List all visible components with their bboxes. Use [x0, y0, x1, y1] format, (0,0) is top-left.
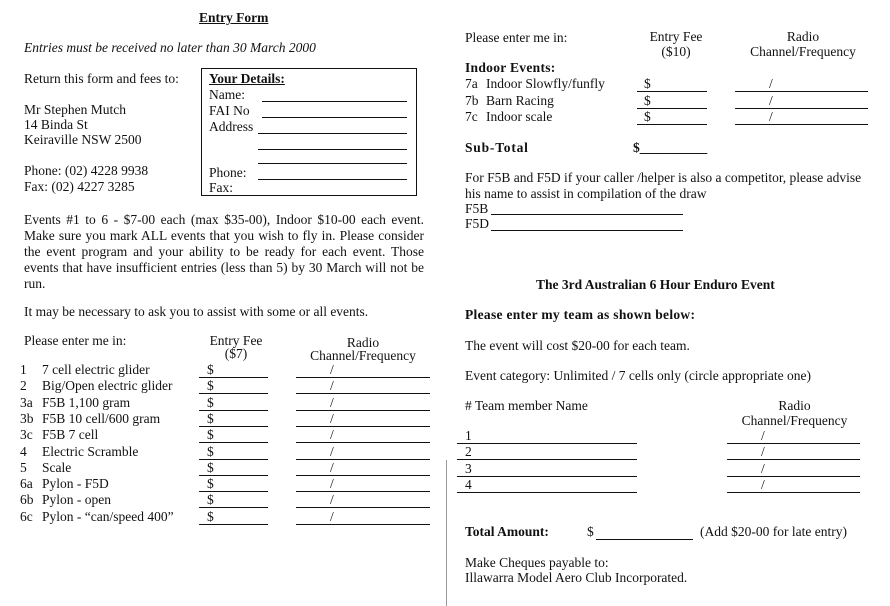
f5b-field[interactable]: [491, 214, 683, 215]
event-name: F5B 1,100 gram: [42, 394, 131, 410]
indoor-event-name: Indoor Slowfly/funfly: [486, 76, 605, 91]
fee-dollar: $: [207, 443, 214, 459]
indoor-radio-slash: /: [769, 109, 773, 124]
subtotal-field[interactable]: $__________: [633, 140, 708, 155]
event-name: Pylon - open: [42, 492, 111, 508]
team-radio-sub: Channel/Frequency: [741, 413, 848, 428]
fee-dollar: $: [207, 492, 214, 508]
form-title: Entry Form: [199, 10, 269, 25]
event-number: 6a: [20, 476, 33, 492]
fee-dollar: $: [207, 508, 214, 524]
address-field[interactable]: [258, 163, 407, 164]
cheques-line: Make Cheques payable to:: [465, 555, 609, 570]
team-radio-field[interactable]: [727, 443, 860, 444]
details-phone-label: Phone:: [209, 165, 247, 180]
team-radio-slash: /: [761, 428, 765, 443]
event-name: Big/Open electric glider: [42, 378, 173, 394]
radio-field[interactable]: [296, 410, 430, 411]
radio-header: Radio: [346, 335, 380, 350]
radio-slash: /: [330, 476, 334, 492]
indoor-fee-header: Entry Fee: [649, 29, 703, 44]
address-line: Mr Stephen Mutch: [24, 102, 126, 117]
late-note: (Add $20-00 for late entry): [700, 524, 847, 539]
team-member-field[interactable]: [457, 492, 637, 493]
phone-text: Phone: (02) 4228 9938: [24, 163, 149, 178]
indoor-radio-slash: /: [769, 92, 773, 108]
event-number: 3b: [20, 410, 34, 426]
fax-text: Fax: (02) 4227 3285: [24, 179, 135, 194]
event-number: 3c: [20, 427, 33, 443]
cost-text: The event will cost $20-00 for each team.: [465, 338, 690, 353]
team-radio-header: Radio: [778, 398, 811, 413]
f5-note: For F5B and F5D if your caller /helper is also a competitor, please advise his name to assist in compilation of the draw: [465, 170, 862, 201]
address-label: Address: [209, 119, 254, 134]
address-field[interactable]: [258, 133, 407, 134]
team-heading: Please enter my team as shown below:: [465, 307, 696, 322]
radio-field[interactable]: [296, 491, 430, 492]
radio-field[interactable]: [296, 377, 430, 378]
event-number: 3a: [20, 394, 33, 410]
team-radio-field[interactable]: [727, 492, 860, 493]
team-row-number: 3: [465, 460, 472, 476]
event-name: Scale: [42, 459, 72, 475]
event-name: F5B 7 cell: [42, 427, 99, 443]
team-row-number: 4: [465, 476, 472, 492]
indoor-radio-field[interactable]: [735, 124, 868, 125]
indoor-event-name: Indoor scale: [486, 109, 553, 124]
indoor-event-number: 7a: [465, 76, 478, 91]
fee-dollar: $: [207, 459, 214, 475]
radio-field[interactable]: [296, 475, 430, 476]
indoor-event-number: 7c: [465, 109, 478, 124]
events-paragraph: Events #1 to 6 - $7-00 each (max $35-00), Indoor $10-00 each event. Make sure you mark ALL events that you wish to fly in. Please consider the event program and your ability to be ready for each event. Those events that have insufficient entries (less than 5) by 30 March will not be run.: [24, 212, 424, 291]
total-dollar: $: [587, 524, 594, 539]
fai-field[interactable]: [262, 117, 407, 118]
radio-field[interactable]: [296, 393, 430, 394]
subtotal-label: Sub-Total: [465, 140, 529, 155]
total-label: Total Amount:: [465, 524, 549, 539]
fee-dollar: $: [207, 362, 214, 377]
team-row-number: 1: [465, 428, 472, 443]
fai-label: FAI No: [209, 103, 250, 118]
event-number: 5: [20, 459, 27, 475]
radio-header-sub: Channel/Frequency: [310, 348, 416, 363]
fee-header-amount: ($7): [224, 346, 248, 361]
indoor-radio-sub: Channel/Frequency: [750, 44, 856, 59]
event-number: 6b: [20, 492, 34, 508]
indoor-fee-dollar: $: [644, 76, 651, 91]
total-field[interactable]: [596, 539, 693, 540]
indoor-radio-field[interactable]: [735, 91, 868, 92]
f5b-label: F5B: [465, 201, 489, 216]
your-details-heading: Your Details:: [209, 71, 285, 86]
radio-slash: /: [330, 362, 334, 377]
team-radio-slash: /: [761, 476, 765, 492]
deadline-text: Entries must be received no later than 30 March 2000: [24, 40, 316, 55]
team-radio-field[interactable]: [727, 459, 860, 460]
radio-slash: /: [330, 394, 334, 410]
address-field[interactable]: [258, 149, 407, 150]
team-row-number: 2: [465, 444, 472, 460]
enduro-title: The 3rd Australian 6 Hour Enduro Event: [536, 277, 775, 292]
radio-field[interactable]: [296, 507, 430, 508]
category-text: Event category: Unlimited / 7 cells only (circle appropriate one): [465, 368, 811, 383]
indoor-enter-label: Please enter me in:: [465, 30, 568, 45]
name-label: Name:: [209, 87, 245, 102]
fee-header: Entry Fee: [209, 333, 263, 348]
event-number: 1: [20, 362, 27, 377]
fee-dollar: $: [207, 410, 214, 426]
team-radio-field[interactable]: [727, 476, 860, 477]
indoor-heading: Indoor Events:: [465, 60, 556, 75]
team-radio-slash: /: [761, 444, 765, 460]
radio-field[interactable]: [296, 524, 430, 525]
enter-label: Please enter me in:: [24, 333, 127, 348]
fee-dollar: $: [207, 378, 214, 394]
radio-slash: /: [330, 443, 334, 459]
return-label: Return this form and fees to:: [24, 71, 179, 86]
column-divider: [446, 460, 447, 606]
details-fax-label: Fax:: [209, 180, 234, 195]
event-number: 4: [20, 443, 27, 459]
event-name: F5B 10 cell/600 gram: [42, 410, 161, 426]
indoor-radio-field[interactable]: [735, 108, 868, 109]
address-line: 14 Binda St: [24, 117, 88, 132]
indoor-event-number: 7b: [465, 92, 479, 108]
event-name: Pylon - F5D: [42, 476, 109, 492]
team-radio-slash: /: [761, 460, 765, 476]
radio-slash: /: [330, 492, 334, 508]
indoor-radio-header: Radio: [786, 29, 820, 44]
indoor-fee-dollar: $: [644, 92, 651, 108]
radio-slash: /: [330, 410, 334, 426]
indoor-fee-amount: ($10): [661, 44, 691, 59]
address-line: Keiraville NSW 2500: [24, 132, 142, 147]
event-number: 6c: [20, 508, 33, 524]
indoor-fee-dollar: $: [644, 109, 651, 124]
event-number: 2: [20, 378, 27, 394]
fee-field[interactable]: [199, 524, 268, 525]
team-header: # Team member Name: [465, 398, 588, 413]
radio-field[interactable]: [296, 426, 430, 427]
radio-slash: /: [330, 508, 334, 524]
team-member-field[interactable]: [457, 476, 637, 477]
radio-slash: /: [330, 459, 334, 475]
indoor-radio-slash: /: [769, 76, 773, 91]
fee-dollar: $: [207, 427, 214, 443]
f5d-label: F5D: [465, 216, 490, 231]
assist-text: It may be necessary to ask you to assist with some or all events.: [24, 304, 369, 319]
radio-slash: /: [330, 427, 334, 443]
name-field[interactable]: [262, 101, 407, 102]
indoor-event-name: Barn Racing: [486, 92, 554, 108]
fee-dollar: $: [207, 476, 214, 492]
fee-dollar: $: [207, 394, 214, 410]
event-name: Electric Scramble: [42, 443, 139, 459]
f5d-field[interactable]: [491, 230, 683, 231]
team-member-field[interactable]: [457, 459, 637, 460]
details-phone-field[interactable]: [258, 179, 407, 180]
event-name: 7 cell electric glider: [42, 362, 150, 377]
radio-slash: /: [330, 378, 334, 394]
radio-field[interactable]: [296, 459, 430, 460]
indoor-fee-field[interactable]: [637, 124, 707, 125]
event-name: Pylon - “can/speed 400”: [42, 508, 174, 524]
cheques-payee: Illawarra Model Aero Club Incorporated.: [465, 570, 688, 585]
team-member-field[interactable]: [457, 443, 637, 444]
radio-field[interactable]: [296, 442, 430, 443]
